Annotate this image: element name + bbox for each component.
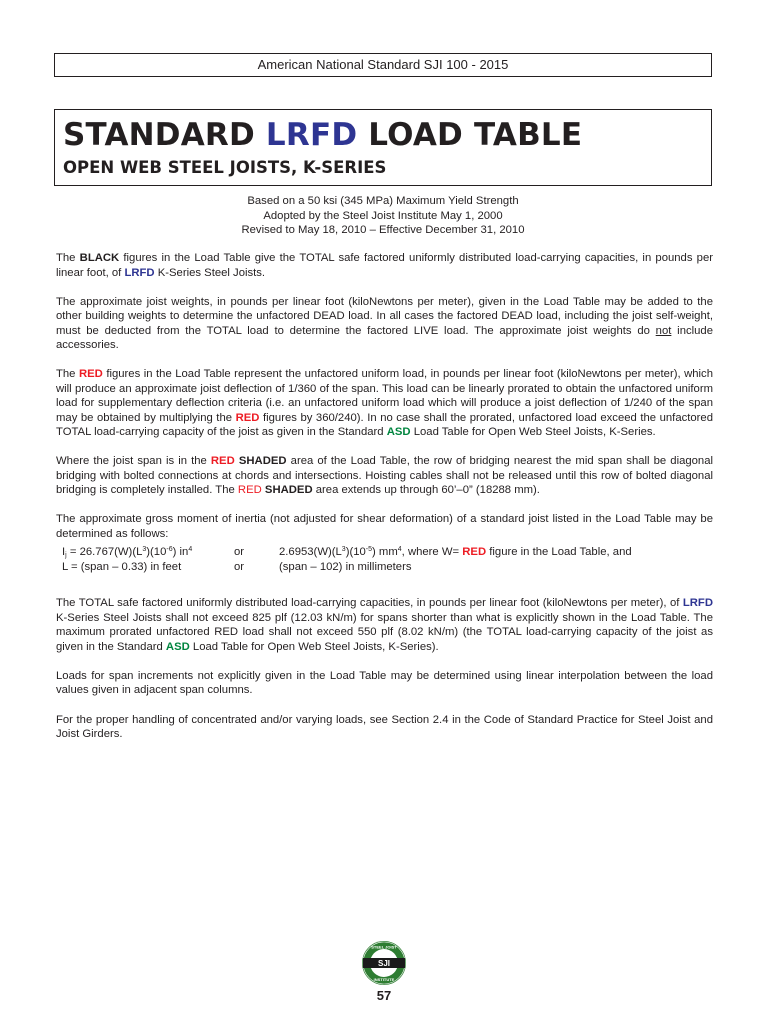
red-emphasis: RED xyxy=(78,368,103,381)
formula-inertia-metric: $2.6953(W)(L^3)(10^{-5})$ $mm^4$, where W= RED figure in the Load Table, and xyxy=(279,546,632,559)
basis-line-1: Based on a 50 ksi (345 MPa) Maximum Yield Strength xyxy=(247,195,519,207)
paragraph-red-figures: The RED figures in the Load Table represent the unfactored uniform load, in pounds per linear foot (kiloNewtons per meter), which will produce an approximate joist deflection of 1/360 of the span. This load can be linearly prorated to obtain the unfactored uniform load for supplementary deflection criteria (i.e. an unfactored uniform load which will produce a joist deflection of 1/240 of the span may be obtained by multiplying the RED figures by 360/240). In no case shall the prorated, unfactored load exceed the unfactored TOTAL load-carrying capacity of the joist as given in the Standard ASD Load Table for Open Web Steel Joists, K-Series. xyxy=(56,368,714,439)
shaded-emphasis: SHADED xyxy=(261,484,313,497)
standard-header xyxy=(54,53,712,77)
lrfd-emphasis: LRFD xyxy=(682,597,713,610)
formula-length-imperial: L = (span – 0.33) in feet xyxy=(62,560,182,573)
inertia-formula xyxy=(56,545,713,574)
paragraph-concentrated-loads: For the proper handling of concentrated and/or varying loads, see Section 2.4 in the Code of Standard Practice for Steel Joist and Joist Girders. xyxy=(56,713,713,741)
page-subtitle: OPEN WEB STEEL JOISTS, K-SERIES xyxy=(63,158,387,177)
black-emphasis: BLACK xyxy=(79,252,120,264)
page-number: 57 xyxy=(376,988,392,1003)
logo-top-text: STEEL JOIST xyxy=(371,944,397,950)
lrfd-emphasis: LRFD xyxy=(124,266,155,279)
formula-row-inertia xyxy=(56,545,713,560)
title-word-lrfd: LRFD xyxy=(265,117,358,153)
shaded-emphasis: SHADED xyxy=(234,455,287,468)
basis-line-2: Adopted by the Steel Joist Institute May 1, 2000 xyxy=(263,209,503,222)
basis-line-3: Revised to May 18, 2010 – Effective December 31, 2010 xyxy=(241,224,525,236)
paragraph-red-shaded: Where the joist span is in the RED SHADED area of the Load Table, the row of bridging nearest the mid span shall be diagonal bridging with bolted connections at chords and intersections. Hoisting cables shall not be released until this row of bolted diagonal bridging is completely installed. The RED SHADED area extends up through 60’–0” (18288 mm). xyxy=(56,455,714,497)
not-underlined: not xyxy=(655,324,672,337)
formula-length-metric: (span – 102) in millimeters xyxy=(279,560,412,573)
sji-logo xyxy=(361,940,407,986)
logo-center-text: SJI xyxy=(377,959,391,968)
paragraph-black-figures: The BLACK figures in the Load Table give the TOTAL safe factored uniformly distributed load-carrying capacities, in pounds per linear foot, of LRFD K-Series Steel Joists. xyxy=(56,252,714,279)
title-word-load-table: LOAD TABLE xyxy=(357,117,583,153)
red-emphasis: RED xyxy=(235,411,260,424)
formula-or: or xyxy=(234,546,245,559)
basis-block xyxy=(54,194,712,238)
logo-bottom-text: INSTITUTE xyxy=(373,977,395,982)
asd-emphasis: ASD xyxy=(165,640,190,653)
red-emphasis: RED xyxy=(237,484,262,497)
title-box xyxy=(54,109,712,186)
page-title xyxy=(63,118,711,152)
formula-inertia-imperial: $I_j = 26.767(W)(L^3)(10^{-6})$ $in^4$ xyxy=(62,546,193,560)
asd-emphasis: ASD xyxy=(386,426,411,439)
formula-or: or xyxy=(234,560,245,573)
body-text xyxy=(56,251,713,756)
formula-row-length xyxy=(56,560,713,575)
paragraph-interpolation: Loads for span increments not explicitly given in the Load Table may be determined using linear interpolation between the load values given in adjacent span columns. xyxy=(56,669,713,697)
paragraph-joist-weights: The approximate joist weights, in pounds per linear foot (kiloNewtons per meter), given in the Load Table may be added to the other building weights to determine the unfactored DEAD load. In all cases the factored DEAD load, including the joist self-weight, must be deducted from the TOTAL load to determine the factored LIVE load. The approximate joist weights do not include accessories. xyxy=(56,295,713,352)
standard-header-text: American National Standard SJI 100 - 2015 xyxy=(257,57,509,72)
paragraph-total-capacity: The TOTAL safe factored uniformly distributed load-carrying capacities, in pounds per linear foot (kiloNewtons per meter), of LRFD K-Series Steel Joists shall not exceed 825 plf (12.03 kN/m) for spans shorter than what is explicitly shown in the Load Table. The maximum prorated unfactored RED load shall not exceed 550 plf (8.02 kN/m) (the TOTAL load-carrying capacity of the joist as given in the Standard ASD Load Table for Open Web Steel Joists, K-Series). xyxy=(56,597,713,653)
title-word-standard: STANDARD xyxy=(63,117,266,153)
paragraph-moment-of-inertia: The approximate gross moment of inertia (not adjusted for shear deformation) of a standard joist listed in the Load Table may be determined as follows: xyxy=(56,513,713,540)
red-emphasis: RED xyxy=(462,546,487,559)
red-emphasis: RED xyxy=(210,455,235,468)
